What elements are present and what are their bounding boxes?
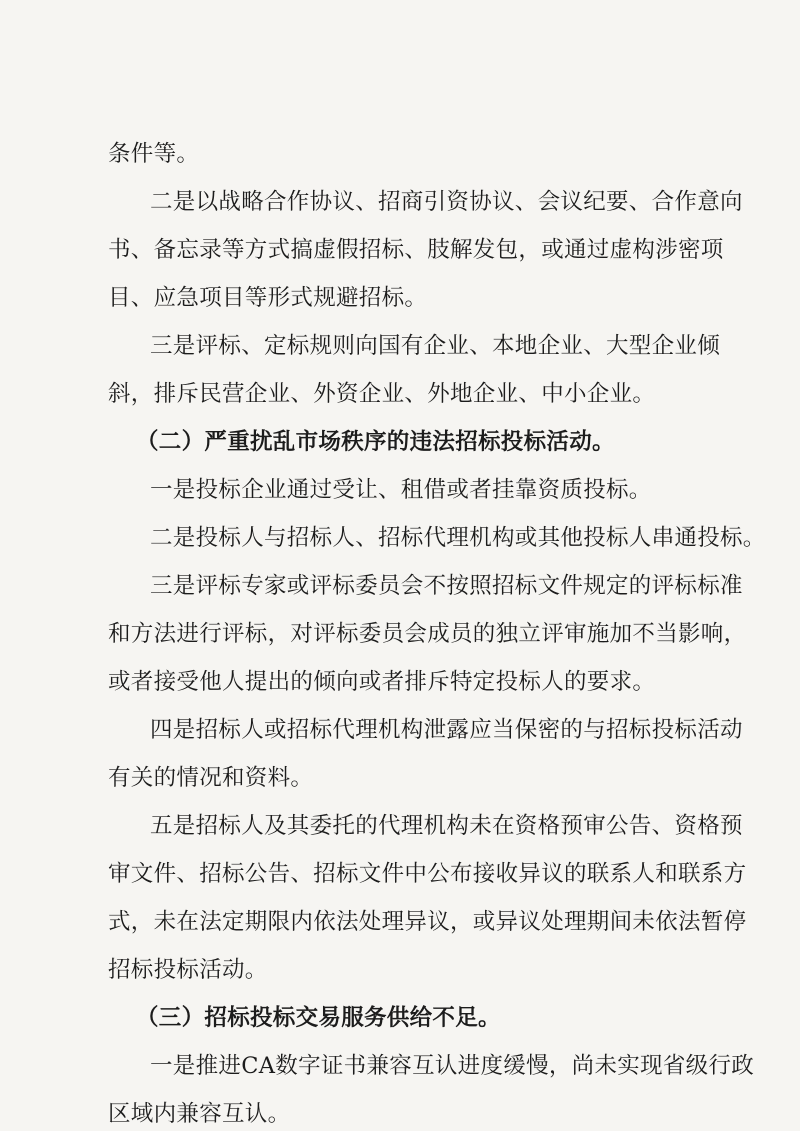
text-line: 审文件、招标公告、招标文件中公布接收异议的联系人和联系方: [108, 861, 747, 887]
text-line: 目、应急项目等形式规避招标。: [108, 285, 428, 311]
text-line: 和方法进行评标，对评标委员会成员的独立评审施加不当影响，: [108, 621, 747, 647]
section-heading-2: （二）严重扰乱市场秩序的违法招标投标活动。: [136, 429, 615, 455]
text-line: 式，未在法定期限内依法处理异议，或异议处理期间未依法暂停: [108, 909, 747, 935]
section-heading-3: （三）招标投标交易服务供给不足。: [136, 1005, 501, 1031]
paragraph-start: 四是招标人或招标代理机构泄露应当保密的与招标投标活动: [150, 717, 743, 743]
paragraph-start: 二是投标人与招标人、招标代理机构或其他投标人串通投标。: [150, 525, 766, 551]
paragraph-start: 一是投标企业通过受让、租借或者挂靠资质投标。: [150, 477, 652, 503]
text-line: 区域内兼容互认。: [108, 1101, 291, 1127]
text-line: 条件等。: [108, 141, 200, 167]
paragraph-start: 三是评标、定标规则向国有企业、本地企业、大型企业倾: [150, 333, 721, 359]
paragraph-start: 三是评标专家或评标委员会不按照招标文件规定的评标标准: [150, 573, 743, 599]
text-line: 斜，排斥民营企业、外资企业、外地企业、中小企业。: [108, 381, 656, 407]
text-line: 有关的情况和资料。: [108, 765, 314, 791]
text-line: 书、备忘录等方式搞虚假招标、肢解发包，或通过虚构涉密项: [108, 237, 724, 263]
text-line: 招标投标活动。: [108, 957, 268, 983]
paragraph-start: 二是以战略合作协议、招商引资协议、会议纪要、合作意向: [150, 189, 743, 215]
paragraph-start: 一是推进CA数字证书兼容互认进度缓慢，尚未实现省级行政: [150, 1053, 755, 1079]
paragraph-start: 五是招标人及其委托的代理机构未在资格预审公告、资格预: [150, 813, 743, 839]
text-line: 或者接受他人提出的倾向或者排斥特定投标人的要求。: [108, 669, 656, 695]
